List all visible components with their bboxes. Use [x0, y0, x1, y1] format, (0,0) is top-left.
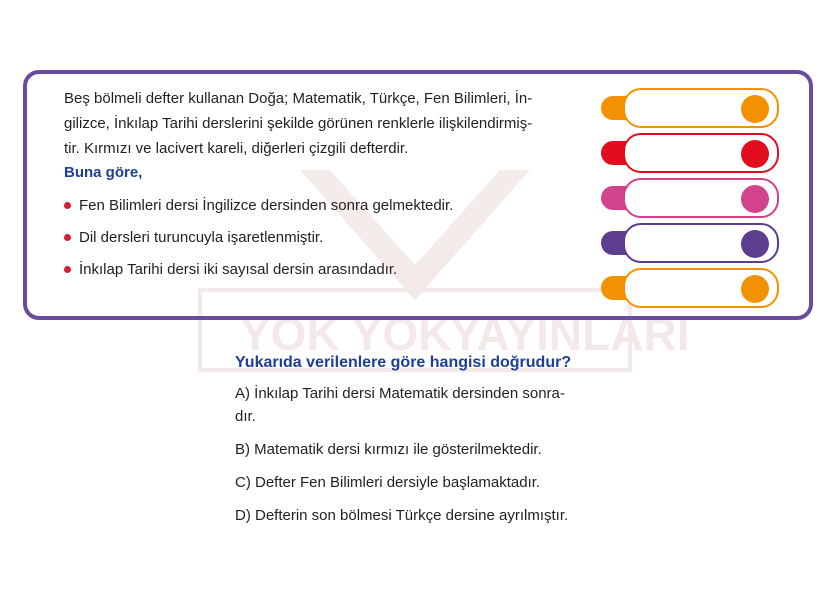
- notebook-divider-tab: [601, 178, 777, 218]
- tab-color-dot-icon: [741, 275, 769, 303]
- notebook-divider-tab: [601, 223, 777, 263]
- svg-text:YOK YOK: YOK YOK: [240, 308, 452, 360]
- svg-text:YAYINLARI: YAYINLARI: [450, 308, 690, 360]
- clue-text: Dil dersleri turuncuyla işaretlenmiştir.: [79, 229, 324, 246]
- clue-item: [64, 196, 453, 228]
- clue-list: [64, 196, 453, 292]
- option-a[interactable]: [235, 382, 568, 428]
- intro-line: gilizce, İnkılap Tarihi derslerini şekilde görünen renklerle ilişkilendirmiş-: [64, 115, 533, 132]
- option-b[interactable]: [235, 438, 568, 461]
- clue-item: [64, 228, 453, 260]
- option-text: A) İnkılap Tarihi dersi Matematik dersinden sonra-: [235, 385, 565, 402]
- option-text: D) Defterin son bölmesi Türkçe dersine ayrılmıştır.: [235, 507, 569, 524]
- option-d[interactable]: [235, 504, 568, 527]
- answer-options: [235, 382, 568, 537]
- tab-color-dot-icon: [741, 140, 769, 168]
- clue-item: [64, 260, 453, 292]
- option-text: B) Matematik dersi kırmızı ile gösterilmektedir.: [235, 441, 542, 458]
- option-text: C) Defter Fen Bilimleri dersiyle başlamaktadır.: [235, 474, 541, 491]
- notebook-divider-tab: [601, 88, 777, 128]
- tab-color-dot-icon: [741, 185, 769, 213]
- notebook-dividers: [601, 88, 779, 313]
- intro-line: Beş bölmeli defter kullanan Doğa; Matematik, Türkçe, Fen Bilimleri, İn-: [64, 90, 533, 107]
- intro-paragraph: [64, 86, 559, 161]
- intro-line: tir. Kırmızı ve lacivert kareli, diğerleri çizgili defterdir.: [64, 140, 409, 157]
- bullet-dot-icon: [64, 202, 71, 209]
- tab-color-dot-icon: [741, 95, 769, 123]
- notebook-divider-tab: [601, 268, 777, 308]
- tab-color-dot-icon: [741, 230, 769, 258]
- bullet-dot-icon: [64, 234, 71, 241]
- notebook-divider-tab: [601, 133, 777, 173]
- clue-text: İnkılap Tarihi dersi iki sayısal dersin arasındadır.: [79, 261, 398, 278]
- option-text: dır.: [235, 408, 256, 425]
- option-c[interactable]: [235, 471, 568, 494]
- info-box: [23, 70, 813, 320]
- clue-text: Fen Bilimleri dersi İngilizce dersinden sonra gelmektedir.: [79, 197, 454, 214]
- bullet-dot-icon: [64, 266, 71, 273]
- subheading: Buna göre,: [64, 164, 143, 181]
- question-stem: Yukarıda verilenlere göre hangisi doğrudur?: [235, 354, 572, 371]
